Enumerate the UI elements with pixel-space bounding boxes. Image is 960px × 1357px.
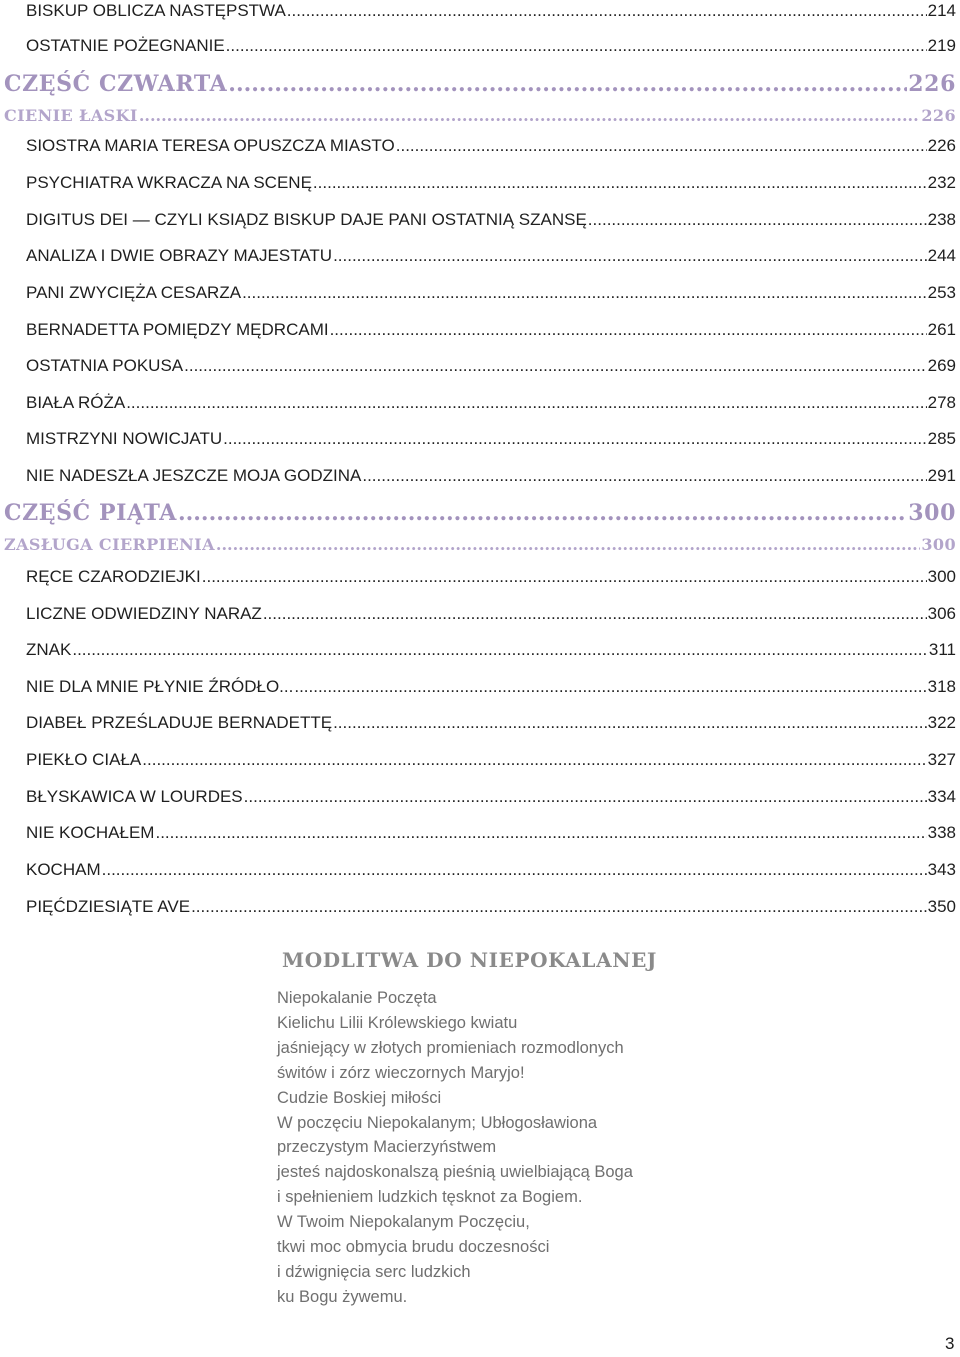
dot-leader xyxy=(333,245,927,267)
dot-leader xyxy=(142,749,926,771)
toc-title: ZNAK xyxy=(26,640,72,659)
toc-entry[interactable] xyxy=(26,639,956,661)
toc-title: PANI ZWYCIĘŻA CESARZA xyxy=(26,283,242,302)
toc-title: OSTATNIA POKUSA xyxy=(26,356,184,375)
dot-leader xyxy=(396,135,927,157)
toc-title: DIABEŁ PRZEŚLADUJE BERNADETTĘ xyxy=(26,713,333,732)
toc-title: ANALIZA I DWIE OBRAZY MAJESTATU xyxy=(26,246,333,265)
dot-leader xyxy=(155,822,926,844)
toc-part-heading[interactable] xyxy=(4,499,956,527)
prayer-line: Cudzie Boskiej miłości xyxy=(277,1088,442,1107)
toc-title: OSTATNIE POŻEGNANIE xyxy=(26,36,225,55)
toc-title: NIE DLA MNIE PŁYNIE ŹRÓDŁO... xyxy=(26,677,294,696)
toc-page-number: 238 xyxy=(927,210,956,229)
toc-title: NIE KOCHAŁEM xyxy=(26,823,155,842)
toc-entry[interactable] xyxy=(26,712,956,734)
toc-entry[interactable] xyxy=(26,135,956,157)
toc-title: BISKUP OBLICZA NASTĘPSTWA xyxy=(26,1,286,20)
toc-page-number: 244 xyxy=(927,246,956,265)
toc-page-number: 261 xyxy=(927,320,956,339)
dot-leader xyxy=(72,639,928,661)
dot-leader xyxy=(244,786,927,808)
dot-leader xyxy=(178,499,907,527)
prayer-line: i dźwignięcia serc ludzkich xyxy=(277,1262,471,1281)
dot-leader xyxy=(330,319,927,341)
toc-title: BERNADETTA POMIĘDZY MĘDRCAMI xyxy=(26,320,329,339)
prayer-line: tkwi moc obmycia brudu doczesności xyxy=(277,1238,550,1257)
toc-title: MISTRZYNI NOWICJATU xyxy=(26,429,223,448)
prayer-line: W poczęciu Niepokalanym; Ubłogosławiona xyxy=(277,1113,598,1132)
toc-page-number: 350 xyxy=(927,897,956,916)
toc-page-number: 226 xyxy=(908,71,956,97)
dot-leader xyxy=(313,172,927,194)
toc-entry[interactable] xyxy=(26,896,956,918)
toc-page-number: 311 xyxy=(928,640,956,659)
dot-leader xyxy=(362,465,926,487)
toc-title: PIĘĆDZIESIĄTE AVE xyxy=(26,897,191,916)
prayer-line: i spełnieniem ludzkich tęsknot za Bogiem. xyxy=(277,1188,583,1207)
dot-leader xyxy=(216,535,921,555)
toc-entry[interactable] xyxy=(26,566,956,588)
prayer-line: ku Bogu żywemu. xyxy=(277,1287,408,1306)
dot-leader xyxy=(263,603,927,625)
toc-title: CIENIE ŁASKI xyxy=(4,106,138,125)
prayer-line: świtów i zórz wieczornych Maryjo! xyxy=(277,1063,525,1082)
dot-leader xyxy=(588,209,927,231)
dot-leader xyxy=(202,566,927,588)
toc-title: PSYCHIATRA WKRACZA NA SCENĘ xyxy=(26,173,312,192)
prayer-line: jesteś najdoskonalszą pieśnią uwielbiającą Boga xyxy=(277,1163,633,1182)
toc-chapter-heading[interactable] xyxy=(4,106,956,126)
dot-leader xyxy=(126,392,926,414)
prayer-line: Kielichu Lilii Królewskiego kwiatu xyxy=(277,1013,518,1032)
toc-title: RĘCE CZARODZIEJKI xyxy=(26,567,201,586)
toc-entry[interactable] xyxy=(26,172,956,194)
toc-title: CZĘŚĆ PIĄTA xyxy=(4,500,177,526)
toc-entry[interactable] xyxy=(26,786,956,808)
toc-title: DIGITUS DEI — CZYLI KSIĄDZ BISKUP DAJE PANI OSTATNIĄ SZANSĘ xyxy=(26,210,587,229)
toc-page-number: 338 xyxy=(927,823,956,842)
dot-leader xyxy=(191,896,927,918)
toc-title: BŁYSKAWICA W LOURDES xyxy=(26,787,243,806)
dot-leader xyxy=(102,859,927,881)
toc-entry[interactable] xyxy=(26,603,956,625)
toc-page-number: 226 xyxy=(921,106,956,125)
prayer-line: Niepokalanie Poczęta xyxy=(277,989,437,1007)
toc-page-number: 226 xyxy=(927,136,956,155)
toc-page-number: 232 xyxy=(927,173,956,192)
toc-part-heading[interactable] xyxy=(4,70,956,98)
dot-leader xyxy=(287,0,927,22)
prayer-line: przeczystym Macierzyństwem xyxy=(277,1138,497,1157)
toc-page-number: 343 xyxy=(927,860,956,879)
toc-page-number: 278 xyxy=(927,393,956,412)
dot-leader xyxy=(139,106,921,126)
toc-page-number: 322 xyxy=(927,713,956,732)
toc-page-number: 318 xyxy=(927,677,956,696)
prayer-line: jaśniejący w złotych promieniach rozmodlonych xyxy=(277,1038,624,1057)
toc-page-number: 219 xyxy=(927,36,956,55)
dot-leader xyxy=(294,676,926,698)
toc-entry[interactable] xyxy=(26,0,956,22)
dot-leader xyxy=(184,355,926,377)
toc-page-number: 334 xyxy=(927,787,956,806)
toc-page-number: 300 xyxy=(921,535,956,554)
dot-leader xyxy=(333,712,927,734)
toc-title: ZASŁUGA CIERPIENIA xyxy=(4,535,215,554)
toc-page-number: 253 xyxy=(927,283,956,302)
toc-title: KOCHAM xyxy=(26,860,101,879)
toc-entry[interactable] xyxy=(26,428,956,450)
page-number: 3 xyxy=(945,1334,955,1353)
dot-leader xyxy=(228,70,907,98)
toc-entry[interactable] xyxy=(26,245,956,267)
toc-page-number: 291 xyxy=(927,466,956,485)
toc-title: LICZNE ODWIEDZINY NARAZ xyxy=(26,604,262,623)
toc-entry[interactable] xyxy=(26,282,956,304)
toc-entry[interactable] xyxy=(26,392,956,414)
prayer-line: W Twoim Niepokalanym Poczęciu, xyxy=(277,1213,530,1232)
toc-entry[interactable] xyxy=(26,355,956,377)
prayer-title: MODLITWA DO NIEPOKALANEJ xyxy=(282,948,657,972)
prayer-text xyxy=(277,986,633,1310)
toc-entry[interactable] xyxy=(26,859,956,881)
dot-leader xyxy=(242,282,927,304)
toc-page-number: 327 xyxy=(927,750,956,769)
dot-leader xyxy=(223,428,927,450)
toc-page-number: 300 xyxy=(927,567,956,586)
toc-page-number: 269 xyxy=(927,356,956,375)
toc-entry[interactable] xyxy=(26,209,956,231)
toc-title: PIEKŁO CIAŁA xyxy=(26,750,142,769)
toc-entry[interactable] xyxy=(26,749,956,771)
toc-page-number: 214 xyxy=(927,1,956,20)
toc-entry[interactable] xyxy=(26,319,956,341)
toc-chapter-heading[interactable] xyxy=(4,535,956,555)
toc-title: CZĘŚĆ CZWARTA xyxy=(4,71,228,97)
toc-entry[interactable] xyxy=(26,465,956,487)
toc-title: NIE NADESZŁA JESZCZE MOJA GODZINA xyxy=(26,466,362,485)
toc-entry[interactable] xyxy=(26,822,956,844)
toc-entry[interactable] xyxy=(26,676,956,698)
toc-page-number: 285 xyxy=(927,429,956,448)
toc-entry[interactable] xyxy=(26,35,956,57)
toc-page-number: 300 xyxy=(908,500,956,526)
toc-title: SIOSTRA MARIA TERESA OPUSZCZA MIASTO xyxy=(26,136,395,155)
toc-title: BIAŁA RÓŻA xyxy=(26,393,126,412)
toc-page-number: 306 xyxy=(927,604,956,623)
dot-leader xyxy=(226,35,927,57)
